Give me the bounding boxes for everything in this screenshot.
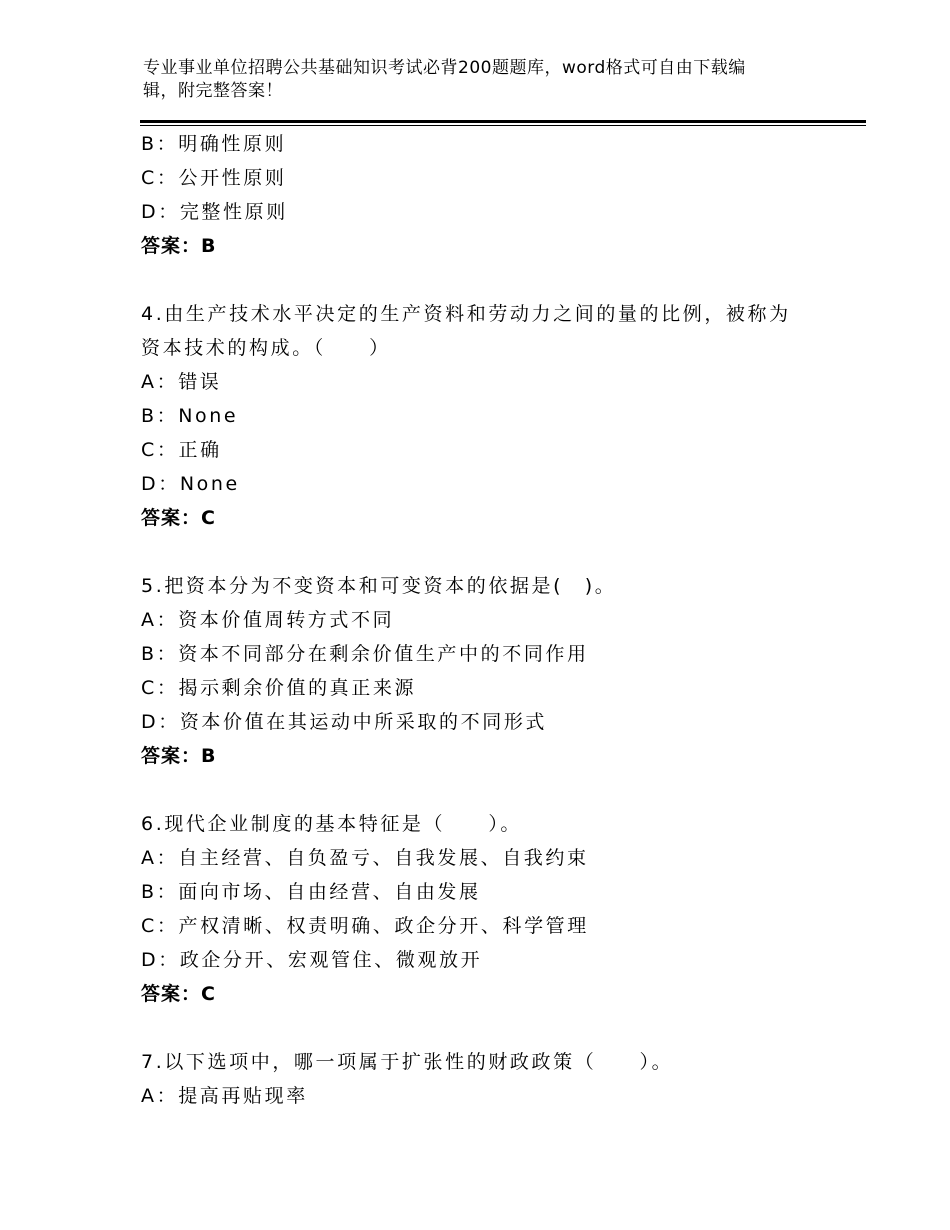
question-text: 6.现代企业制度的基本特征是（ ）。 — [141, 813, 523, 835]
question-block-6 — [141, 807, 841, 1011]
option-a: A：自主经营、自负盈亏、自我发展、自我约束 — [141, 847, 589, 869]
question-block-4 — [141, 297, 841, 535]
question-block-7 — [141, 1045, 841, 1113]
option-b: B：面向市场、自由经营、自由发展 — [141, 881, 481, 903]
question-text: 5.把资本分为不变资本和可变资本的依据是( )。 — [141, 575, 617, 597]
option-a: A：资本价值周转方式不同 — [141, 609, 395, 631]
question-content — [141, 127, 841, 1113]
option-b: B：明确性原则 — [141, 133, 287, 155]
question-block-3 — [141, 127, 841, 263]
answer-label: 答案：C — [141, 507, 216, 529]
option-b: B：None — [141, 405, 239, 427]
block-spacer — [141, 773, 841, 807]
answer-label: 答案：C — [141, 983, 216, 1005]
option-a: A：提高再贴现率 — [141, 1085, 308, 1107]
header-divider-thin — [140, 125, 866, 126]
question-block-5 — [141, 569, 841, 773]
option-c: C：产权清晰、权责明确、政企分开、科学管理 — [141, 915, 589, 937]
header-divider-thick — [140, 120, 866, 123]
header-line-2: 辑，附完整答案！ — [143, 81, 283, 101]
answer-label: 答案：B — [141, 235, 217, 257]
block-spacer — [141, 263, 841, 297]
option-a: A：错误 — [141, 371, 222, 393]
option-c: C：揭示剩余价值的真正来源 — [141, 677, 417, 699]
option-d: D：资本价值在其运动中所采取的不同形式 — [141, 711, 548, 733]
question-text: 4.由生产技术水平决定的生产资料和劳动力之间的量的比例，被称为 — [141, 303, 791, 325]
answer-label: 答案：B — [141, 745, 217, 767]
option-c: C：正确 — [141, 439, 222, 461]
block-spacer — [141, 535, 841, 569]
option-c: C：公开性原则 — [141, 167, 287, 189]
question-text: 7.以下选项中，哪一项属于扩张性的财政政策（ ）。 — [141, 1051, 674, 1073]
option-d: D：None — [141, 473, 240, 495]
option-b: B：资本不同部分在剩余价值生产中的不同作用 — [141, 643, 589, 665]
question-text-continued: 资本技术的构成。（ ） — [141, 337, 391, 359]
page-header — [143, 57, 783, 103]
header-line-1: 专业事业单位招聘公共基础知识考试必背200题题库，word格式可自由下载编 — [143, 58, 746, 78]
option-d: D：政企分开、宏观管住、微观放开 — [141, 949, 483, 971]
block-spacer — [141, 1011, 841, 1045]
option-d: D：完整性原则 — [141, 201, 288, 223]
